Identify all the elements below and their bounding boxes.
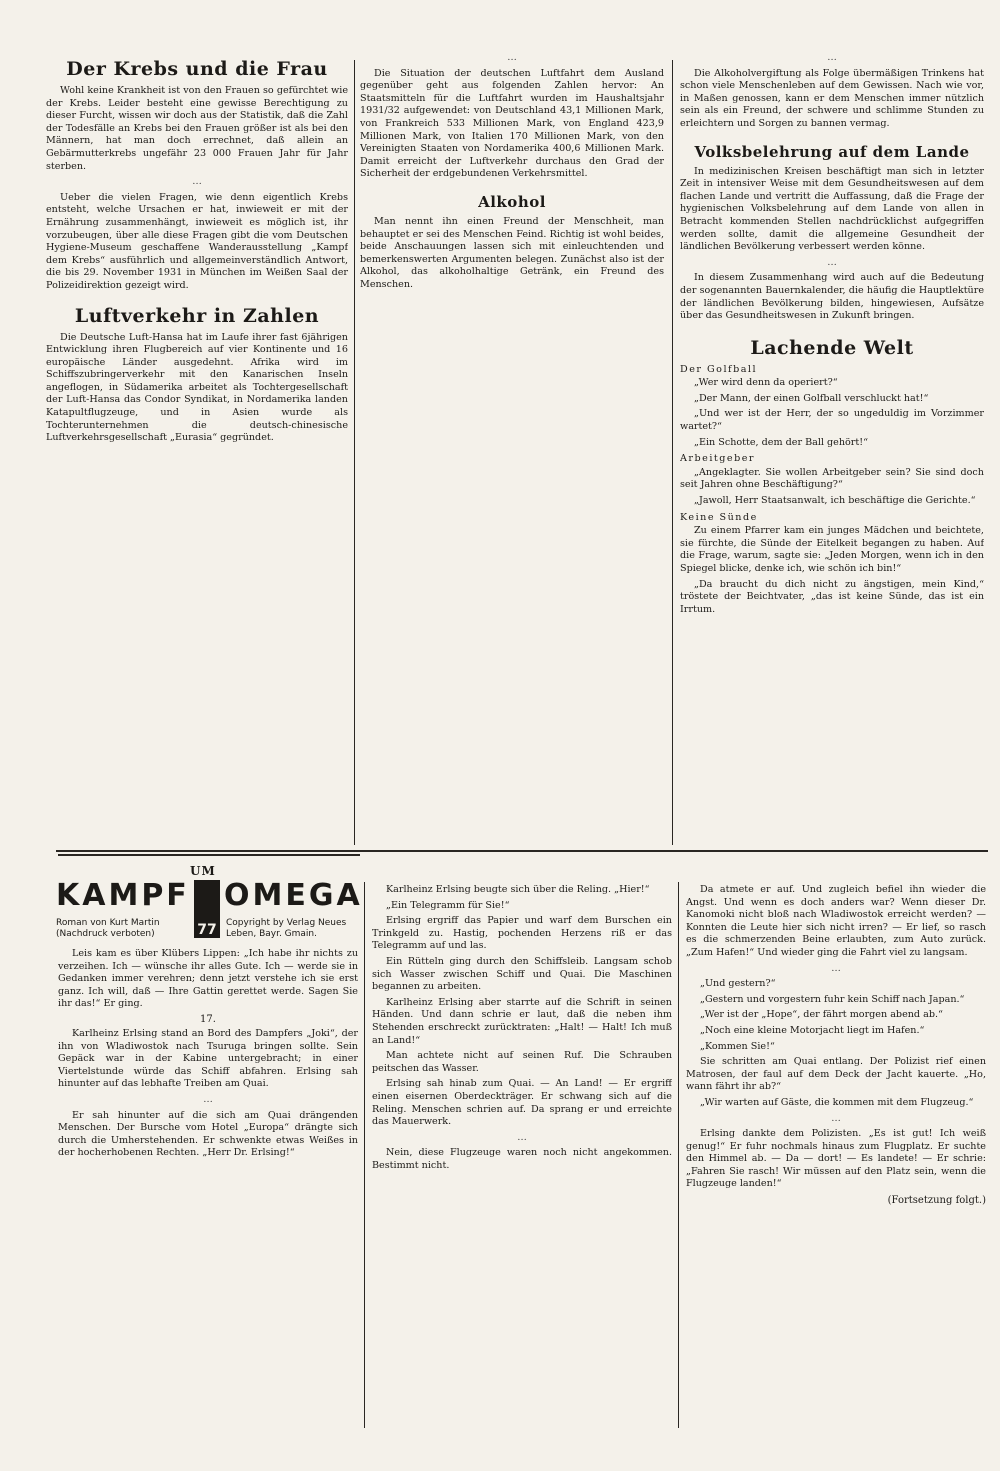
serial-paragraph: Karlheinz Erlsing stand an Bord des Dampfers „Joki“, der ihn von Wladiwostok nach Tsuruga bringen sollte. Sein Gepäck war in der Kabine untergebracht; in einer Viertelstunde würde das Schiff abfahren. Erlsing sah hinunter auf das lebhafte Treiben am Quai.	[58, 1027, 358, 1090]
serial-paragraph: Erlsing dankte dem Polizisten. „Es ist gut! Ich weiß genug!“ Er fuhr nochmals hinaus zum Flugplatz. Er suchte den Himmel ab. — Da — dort! — Es landete! — Er schrie: „Fahren Sie rasch! Wir müssen auf den Platz sein, wenn die Flugzeuge landen!“	[686, 1128, 986, 1190]
serial-paragraph: Sie schritten am Quai entlang. Der Polizist rief einen Matrosen, der faul auf dem Deck der Jacht kauerte. „Ho, wann fährt ihr ab?“	[686, 1056, 986, 1093]
article-title-lachende-welt: Lachende Welt	[750, 336, 914, 359]
joke-line: „Ein Schotte, dem der Ball gehört!“	[694, 436, 869, 448]
copyright-line: Leben, Bayr. Gmain.	[226, 929, 318, 939]
author-line: Roman von Kurt Martin	[56, 918, 160, 928]
serial-paragraph: Karlheinz Erlsing beugte sich über die Reling. „Hier!“	[386, 884, 650, 895]
article-title-luftverkehr: Luftverkehr in Zahlen	[74, 304, 320, 327]
serial-paragraph: Leis kam es über Klübers Lippen: „Ich habe ihr nichts zu verzeihen. Ich — wünsche ihr alles Gute. Ich — werde sie in Gedanken immer verehren; denn jetzt verstehe ich sie erst ganz. Ich will, daß — Ihre Gattin gerettet werde. Sagen Sie ihr das!“ Er ging.	[58, 948, 358, 1010]
serial-paragraph: Er sah hinunter auf die sich am Quai drängenden Menschen. Der Bursche vom Hotel „Europa“ drängte sich durch die Umherstehenden. Er schwenkte etwas Weißes in der hocherhobenen Rechten. „Herr Dr. Erlsing!“	[58, 1109, 358, 1159]
article-paragraph: Die Deutsche Luft-Hansa hat im Laufe ihrer fast 6jährigen Entwicklung ihren Flugbereich auf vier Kontinente und 16 europäische Länder ausgedehnt. Afrika wird im Schiffszubringerverkehr mit den Kanarischen Inseln angeflogen, in Südamerika arbeitet als Tochtergesellschaft der Luft-Hansa das Condor Syndikat, in Nordamerika landen Katapultflugzeuge, und in Asien wurde als Tochterunternehmen die deutsch-chinesische Luftverkehrsgesellschaft „Eurasia“ gegründet.	[46, 331, 348, 444]
serial-paragraph: Nein, diese Flugzeuge waren noch nicht angekommen. Bestimmt nicht.	[372, 1147, 672, 1171]
joke-heading: Arbeitgeber	[680, 453, 755, 465]
article-paragraph: Die Alkoholvergiftung als Folge übermäßigen Trinkens hat schon viele Menschenleben auf dem Gewissen. Nach wie vor, in Maßen genossen, kann er dem Menschen immer nützlich sein als ein Freund, der schwere und schlimme Stunden zu erleichtern und Sorgen zu bannen vermag.	[680, 67, 984, 129]
continuation-note: (Fortsetzung folgt.)	[887, 1195, 986, 1207]
joke-line: „Angeklagter. Sie wollen Arbeitgeber sein? Sie sind doch seit Jahren ohne Beschäftigung?“	[680, 466, 984, 491]
article-paragraph: In medizinischen Kreisen beschäftigt man sich in letzter Zeit in intensiver Weise mit dem Gesundheitswesen auf dem flachen Lande und vertritt die Auffassung, daß die Frage der hygienischen Volksbelehrung auf dem Lande von allen in Betracht kommenden Stellen nachdrücklichst aufgegriffen werden sollte, damit die allgemeine Gesundheit der ländlichen Bevölkerung verbessert werden könne.	[680, 165, 984, 253]
section-rule	[56, 850, 988, 852]
article-title-krebs: Der Krebs und die Frau	[66, 58, 328, 80]
serial-paragraph: Karlheinz Erlsing aber starrte auf die Schrift in seinen Händen. Und dann schrie er laut, daß die neben ihm Stehenden erschreckt zurücktraten: „Halt! — Halt! Ich muß an Land!“	[372, 996, 672, 1046]
serial-paragraph: „Und gestern?“	[700, 978, 776, 990]
serial-paragraph: „Wer ist der „Hope“, der fährt morgen abend ab.“	[700, 1009, 943, 1021]
column-1	[46, 52, 348, 847]
article-title-alkohol: Alkohol	[478, 192, 546, 211]
omission-mark: …	[827, 52, 837, 63]
column-rule	[672, 60, 673, 845]
article-title-volksbelehrung: Volksbelehrung auf dem Lande	[694, 142, 970, 161]
installment-number-box	[194, 880, 220, 938]
serial-paragraph: „Gestern und vorgestern fuhr kein Schiff nach Japan.“	[700, 993, 965, 1005]
joke-line: „Da braucht du dich nicht zu ängstigen, mein Kind,“ tröstete der Beichtvater, „das ist keine Sünde, das ist ein Irrtum.	[680, 578, 984, 615]
masthead-kampf: KAMPF	[56, 878, 190, 913]
serial-paragraph: Erlsing sah hinab zum Quai. — An Land! — Er ergriff einen eisernen Oberdeckträger. Er schwang sich auf die Reling. Menschen schrien auf. Da sprang er und erreichte das Mauerwerk.	[372, 1078, 672, 1128]
joke-heading: Keine Sünde	[680, 511, 758, 523]
masthead-copyright	[226, 918, 346, 940]
serial-paragraph: Ein Rütteln ging durch den Schiffsleib. Langsam schob sich Wasser zwischen Schiff und Quai. Die Maschinen begannen zu arbeiten.	[372, 955, 672, 993]
serial-paragraph: „Kommen Sie!“	[700, 1040, 775, 1052]
joke-line: „Wer wird denn da operiert?“	[694, 377, 838, 389]
omission-mark: …	[831, 962, 841, 974]
serial-column-2	[372, 884, 672, 1430]
serial-column-3	[686, 884, 986, 1430]
serial-column-1	[58, 948, 358, 1428]
joke-line: Zu einem Pfarrer kam ein junges Mädchen und beichtete, sie fürchte, die Sünde der Eitelkeit begangen zu haben. Auf die Frage, warum, sagte sie: „Jeden Morgen, wenn ich in den Spiegel blicke, denke ich, wie schön ich bin!“	[680, 525, 984, 574]
column-rule	[354, 60, 355, 845]
joke-heading: Der Golfball	[680, 363, 758, 375]
serial-paragraph: Erlsing ergriff das Papier und warf dem Burschen ein Trinkgeld zu. Hastig, pochenden Herzens riß er das Telegramm auf und las.	[372, 915, 672, 952]
chapter-number: 17.	[200, 1013, 216, 1025]
serial-paragraph: Da atmete er auf. Und zugleich befiel ihn wieder die Angst. Und wenn es doch anders war? Wenn dieser Dr. Kanomoki nicht bloß nach Wladiwostok erreicht werden? — Konnten die Leute hier sich nicht irren? — Er lief, so rasch es die schmerzenden Beine erlaubten, zum Auto zurück. „Zum Hafen!“ Und wieder ging die Fahrt viel zu langsam.	[686, 884, 986, 958]
joke-line: „Jawoll, Herr Staatsanwalt, ich beschäftige die Gerichte.“	[694, 495, 976, 507]
copyright-line: Copyright by Verlag Neues	[226, 918, 347, 928]
article-paragraph: In diesem Zusammenhang wird auch auf die Bedeutung der sogenannten Bauernkalender, die häufig die Hauptlektüre der ländlichen Bevölkerung bilden, hingewiesen, Aufsätze über das Gesundheitswesen in Zukunft bringen.	[680, 272, 984, 322]
omission-mark: …	[203, 1093, 213, 1105]
omission-mark: …	[827, 256, 837, 268]
omission-mark: …	[192, 176, 202, 188]
serial-paragraph: „Wir warten auf Gäste, die kommen mit dem Flugzeug.“	[700, 1096, 974, 1108]
article-paragraph: Wohl keine Krankheit ist von den Frauen so gefürchtet wie der Krebs. Leider besteht eine gewisse Berechtigung zu dieser Furcht, wissen wir doch aus der Statistik, daß die Zahl der Todesfälle an Krebs bei den Frauen größer ist als bei den Männern, hat man doch errechnet, daß allein an Gebärmutterkrebs ungefähr 23 000 Frauen Jahr für Jahr sterben.	[46, 85, 348, 172]
omission-mark: …	[831, 1112, 841, 1124]
joke-line: „Der Mann, der einen Golfball verschluckt hat!“	[694, 392, 929, 404]
omission-mark: …	[517, 1131, 527, 1143]
article-paragraph: Die Situation der deutschen Luftfahrt dem Ausland gegenüber geht aus folgenden Zahlen hervor: An Staatsmitteln für die Luftfahrt wurden im Haushaltsjahr 1931/32 aufgewendet: von Deutschland 43,1 Millionen Mark, von Frankreich 533 Millionen Mark, von England 423,9 Millionen Mark, von Italien 170 Millionen Mark, von den Vereinigten Staaten von Nordamerika 400,6 Millionen Mark. Damit erreicht der Luftverkehr durchaus den Grad der Sicherheit der erdgebundenen Verkehrsmittel.	[360, 67, 664, 180]
column-rule	[364, 882, 365, 1428]
masthead-um: UM	[190, 864, 216, 878]
column-3	[680, 52, 984, 847]
serial-masthead	[56, 864, 363, 939]
omission-mark: …	[507, 52, 517, 63]
serial-paragraph: „Ein Telegramm für Sie!“	[386, 899, 510, 911]
article-paragraph: Man nennt ihn einen Freund der Menschheit, man behauptet er sei des Menschen Feind. Richtig ist wohl beides, beide Anschauungen lassen sich mit einleuchtenden und bemerkenswerten Argumenten belegen. Zunächst also ist der Alkohol, das alkoholhaltige Getränk, ein Freund des Menschen.	[360, 215, 664, 290]
column-2	[360, 52, 664, 847]
serial-paragraph: „Noch eine kleine Motorjacht liegt im Hafen.“	[700, 1024, 925, 1036]
installment-number: 77	[197, 922, 217, 938]
article-paragraph: Ueber die vielen Fragen, wie denn eigentlich Krebs entsteht, welche Ursachen er hat, inwieweit er mit der Ernährung zusammenhängt, inwieweit es möglich ist, ihr vorzubeugen, über alle diese Fragen gibt die vom Deutschen Hygiene-Museum geschaffene Wanderausstellung „Kampf dem Krebs“ ausführlich und allgemeinverständlich Antwort, die bis 29. November 1931 in München im Weißen Saal der Polizeidirektion gezeigt wird.	[46, 191, 348, 291]
reprint-note: (Nachdruck verboten)	[56, 929, 155, 939]
joke-line: „Und wer ist der Herr, der so ungeduldig im Vorzimmer wartet?“	[680, 408, 984, 433]
masthead-author	[56, 918, 160, 940]
serial-paragraph: Man achtete nicht auf seinen Ruf. Die Schrauben peitschen das Wasser.	[372, 1050, 672, 1074]
column-rule	[678, 882, 679, 1428]
masthead-omega: OMEGA	[224, 878, 363, 913]
